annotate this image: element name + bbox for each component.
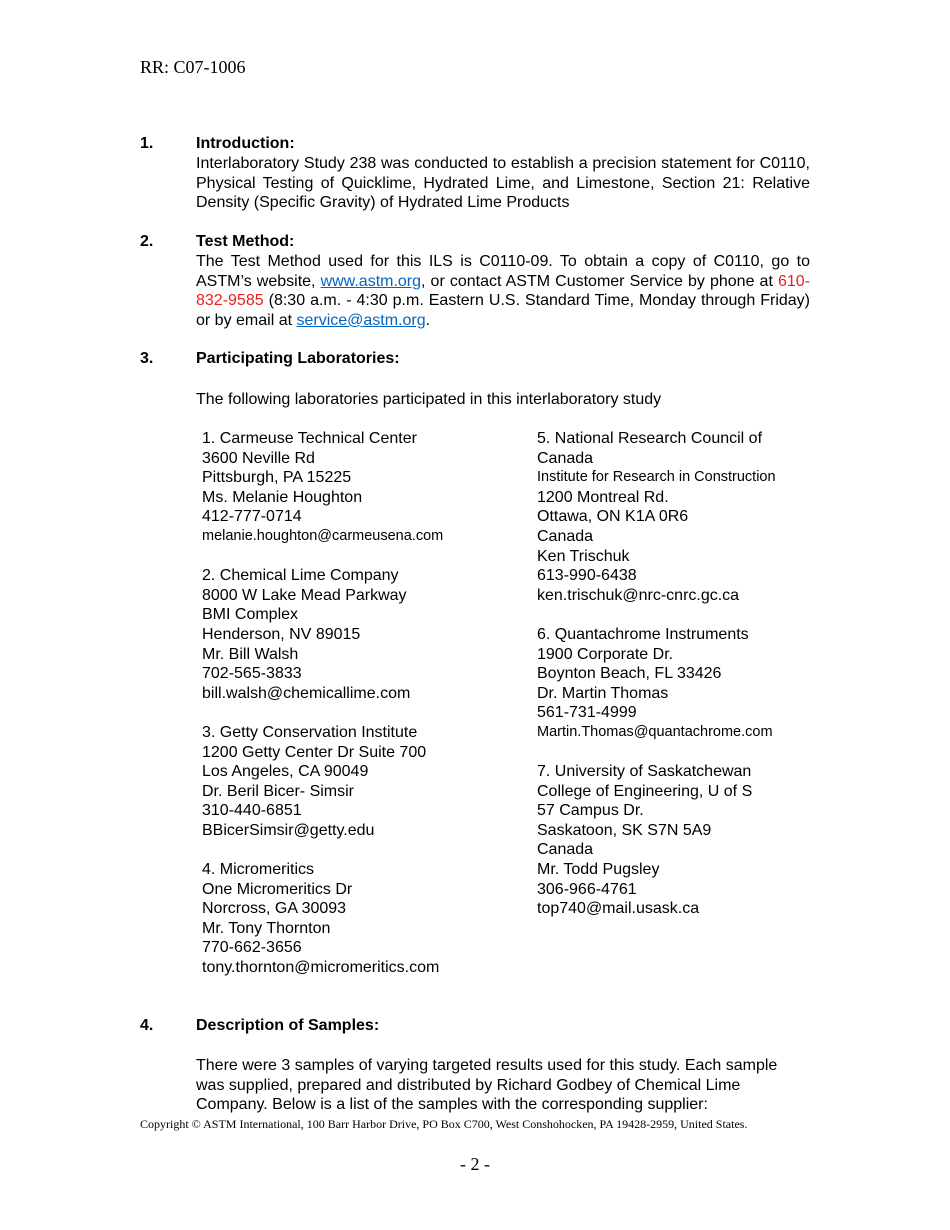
section-2-text <box>196 252 810 330</box>
lab-line: Boynton Beach, FL 33426 <box>537 665 722 683</box>
lab-line: 4. Micromeritics <box>202 861 315 879</box>
lab-line: 1. Carmeuse Technical Center <box>202 430 417 447</box>
lab-entry-4 <box>202 860 443 978</box>
lab-line: Pittsburgh, PA 15225 <box>202 469 352 487</box>
lab-line: One Micromeritics Dr <box>202 880 353 898</box>
lab-line: Canada <box>537 841 594 859</box>
section-1-number: 1. <box>140 135 154 152</box>
lab-email: top740@mail.usask.ca <box>537 900 700 918</box>
lab-line: 3. Getty Conservation Institute <box>202 723 418 741</box>
service-email-link[interactable]: service@astm.org <box>296 311 426 329</box>
lab-line: 3600 Neville Rd <box>202 449 315 467</box>
section-4-text: There were 3 samples of varying targeted results used for this study. Each sample was supplied, prepared and distributed by Richard Godbey of Chemical Lime Company. Below is a list of the samples with the corresponding supplier: <box>196 1057 778 1114</box>
lab-line: Norcross, GA 30093 <box>202 900 347 918</box>
lab-email: Martin.Thomas@quantachrome.com <box>537 723 773 740</box>
lab-line: BMI Complex <box>202 606 299 624</box>
lab-subtitle: Institute for Research in Construction <box>537 469 776 486</box>
lab-entry-5 <box>537 429 776 605</box>
labs-left-column <box>202 429 443 997</box>
section-2-number: 2. <box>140 233 154 250</box>
lab-line: Dr. Martin Thomas <box>537 684 669 702</box>
lab-email: melanie.houghton@carmeusena.com <box>202 527 444 544</box>
lab-line: Canada <box>537 449 594 467</box>
lab-line: Canada <box>537 527 594 545</box>
lab-line: Dr. Beril Bicer- Simsir <box>202 782 355 800</box>
lab-line: Los Angeles, CA 90049 <box>202 763 369 781</box>
lab-line: 6. Quantachrome Instruments <box>537 625 749 643</box>
lab-line: 412-777-0714 <box>202 508 302 526</box>
lab-email: ken.trischuk@nrc-cnrc.gc.ca <box>537 586 740 604</box>
customer-service-phone: 610-832-9585 <box>196 272 811 310</box>
lab-entry-3 <box>202 723 443 841</box>
report-id-header: RR: C07-1006 <box>140 57 246 77</box>
section-4-number: 4. <box>140 1017 154 1034</box>
lab-line: Mr. Todd Pugsley <box>537 861 660 879</box>
lab-line: 770-662-3656 <box>202 939 302 957</box>
lab-line: Henderson, NV 89015 <box>202 625 361 643</box>
lab-line: Mr. Tony Thornton <box>202 919 331 937</box>
section-2-title: Test Method: <box>196 233 295 250</box>
section-4-title: Description of Samples: <box>196 1017 380 1034</box>
lab-line: 8000 W Lake Mead Parkway <box>202 586 407 604</box>
lab-line: 2. Chemical Lime Company <box>202 567 399 585</box>
section-2-text-part: The Test Method used for this ILS is C0110-09. To obtain a copy of C0110, go to ASTM’s website, <box>196 253 810 290</box>
lab-entry-6 <box>537 625 776 743</box>
section-2-text-part: . <box>425 311 431 329</box>
lab-line: College of Engineering, U of S <box>537 782 753 800</box>
lab-line: 613-990-6438 <box>537 567 637 585</box>
lab-entry-7 <box>537 762 776 919</box>
lab-entry-2 <box>202 566 443 703</box>
lab-line: 1900 Corporate Dr. <box>537 645 674 663</box>
labs-intro: The following laboratories participated in this interlaboratory study <box>196 391 662 408</box>
lab-line: Ms. Melanie Houghton <box>202 488 363 506</box>
lab-email: tony.thornton@micromeritics.com <box>202 959 440 977</box>
lab-line: 57 Campus Dr. <box>537 802 644 820</box>
section-1-text: Interlaboratory Study 238 was conducted to establish a precision statement for C0110, Physical Testing of Quicklime, Hydrated Lime, and Limestone, Section 21: Relative Density (Specific Gravity) of Hydrated Lime Products <box>196 155 810 212</box>
lab-line: 310-440-6851 <box>202 802 302 820</box>
lab-line: 5. National Research Council of <box>537 430 763 447</box>
page-number: - 2 - <box>460 1154 490 1174</box>
lab-line: Ottawa, ON K1A 0R6 <box>537 508 689 526</box>
section-1-title: Introduction: <box>196 135 295 152</box>
lab-entry-1 <box>202 429 443 547</box>
section-3-number: 3. <box>140 350 154 367</box>
lab-line: 306-966-4761 <box>537 880 637 898</box>
lab-line: 1200 Montreal Rd. <box>537 488 669 506</box>
lab-line: Mr. Bill Walsh <box>202 645 299 663</box>
lab-line: 702-565-3833 <box>202 665 302 683</box>
lab-line: Ken Trischuk <box>537 547 630 565</box>
astm-website-link[interactable]: www.astm.org <box>320 272 422 290</box>
section-2-text-part: (8:30 a.m. - 4:30 p.m. Eastern U.S. Standard Time, Monday through Friday) or by email at <box>196 292 810 329</box>
section-3-title: Participating Laboratories: <box>196 350 400 367</box>
lab-line: 1200 Getty Center Dr Suite 700 <box>202 743 427 761</box>
labs-right-column <box>537 429 776 938</box>
lab-line: 7. University of Saskatchewan <box>537 763 752 781</box>
section-2-text-part: , or contact ASTM Customer Service by phone at <box>421 272 778 290</box>
lab-email: BBicerSimsir@getty.edu <box>202 821 375 839</box>
footer-copyright: Copyright © ASTM International, 100 Barr Harbor Drive, PO Box C700, West Conshohocken, PA 19428-2959, United States. <box>140 1117 748 1131</box>
lab-line: Saskatoon, SK S7N 5A9 <box>537 821 712 839</box>
lab-email: bill.walsh@chemicallime.com <box>202 684 411 702</box>
lab-line: 561-731-4999 <box>537 704 637 722</box>
